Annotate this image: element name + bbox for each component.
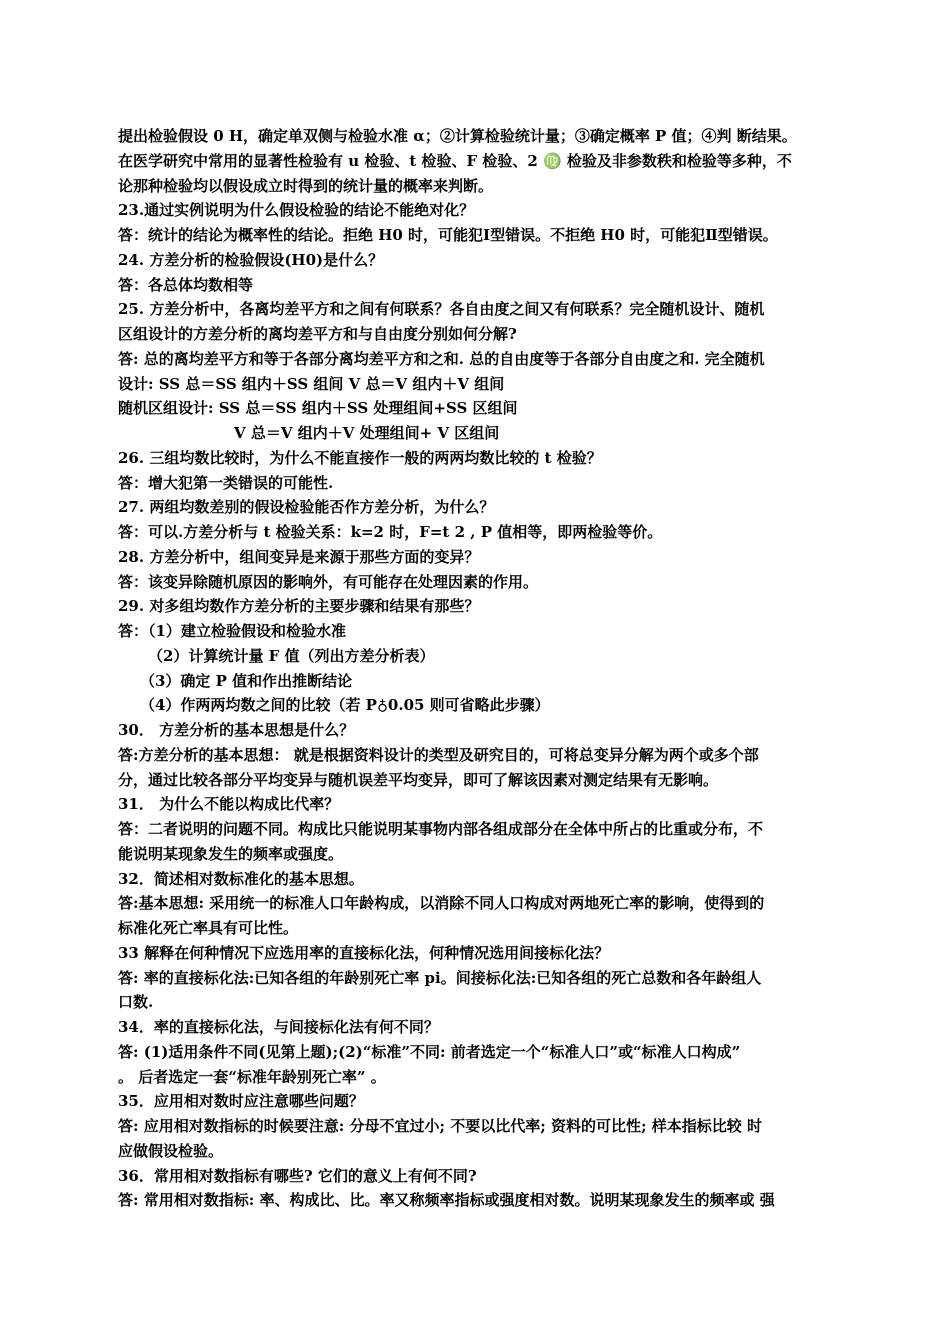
question-23: 23.通过实例说明为什么假设检验的结论不能绝对化？ <box>118 201 475 220</box>
document-body <box>118 124 834 1213</box>
answer-30: 答:方差分析的基本思想： 就是根据资料设计的类型及研究目的，可将总变异分解为两个或多个部 <box>118 745 759 764</box>
text-line: 提出检验假设 0 H，确定单双侧与检验水准 α；②计算检验统计量；③确定概率 P 值；④判 断结果。 <box>118 127 797 145</box>
answer-27: 答：可以.方差分析与 t 检验关系：k=2 时，F=t 2 , P 值相等，即两检验等价。 <box>118 523 663 541</box>
answer-28: 答：该变异除随机原因的影响外，有可能存在处理因素的作用。 <box>118 572 539 591</box>
answer-36: 答: 常用相对数指标: 率、构成比、比。率又称频率指标或强度相对数。说明某现象发生的频率或 强 <box>118 1191 775 1210</box>
answer-29-step-2: （2）计算统计量 F 值（列出方差分析表） <box>148 646 435 665</box>
question-25: 25. 方差分析中，各离均差平方和之间有何联系？各自由度之间又有何联系？完全随机设计、随机 <box>118 300 765 319</box>
answer-24: 答：各总体均数相等 <box>118 275 254 294</box>
answer-34: 答: (1)适用条件不同(见第上题);(2)“标准”不同: 前者选定一个“标准人口”或“标准人口构成” <box>118 1042 741 1061</box>
answer-33: 答: 率的直接标化法:已知各组的年龄别死亡率 pi。间接标化法:已知各组的死亡总数和各年龄组人 <box>118 968 762 987</box>
question-28: 28. 方差分析中，组间变异是来源于那些方面的变异？ <box>118 547 480 566</box>
answer-34-cont: 。 后者选定一套“标准年龄别死亡率” 。 <box>118 1067 386 1086</box>
answer-25: 答: 总的离均差平方和等于各部分离均差平方和之和. 总的自由度等于各部分自由度之和. 完全随机 <box>118 349 765 368</box>
question-29: 29. 对多组均数作方差分析的主要步骤和结果有那些？ <box>118 597 480 616</box>
answer-31-cont: 能说明某现象发生的频率或强度。 <box>118 844 344 863</box>
answer-29-step-4: （4）作两两均数之间的比较（若 P♁0.05 则可省略此步骤） <box>140 696 550 715</box>
question-27: 27. 两组均数差别的假设检验能否作方差分析，为什么？ <box>118 498 495 517</box>
answer-32-cont: 标准化死亡率具有可比性。 <box>118 919 299 937</box>
answer-31: 答：二者说明的问题不同。构成比只能说明某事物内部各组成部分在全体中所占的比重或分布，不 <box>118 820 764 838</box>
question-32: 32．简述相对数标准化的基本思想。 <box>118 869 364 888</box>
answer-33-cont: 口数. <box>118 993 154 1012</box>
question-35: 35．应用相对数时应注意哪些问题？ <box>118 1092 364 1111</box>
answer-25-cont: 随机区组设计: SS 总＝SS 组内＋SS 处理组间+SS 区组间 <box>118 399 518 418</box>
answer-29-step-1: 答：（1）建立检验假设和检验水准 <box>118 622 346 640</box>
question-30: 30． 方差分析的基本思想是什么？ <box>118 721 355 739</box>
answer-25-cont: V 总＝V 组内＋V 处理组间+ V 区组间 <box>234 424 500 442</box>
question-24: 24. 方差分析的检验假设(H0)是什么？ <box>118 250 384 269</box>
answer-35: 答: 应用相对数指标的时候要注意: 分母不宜过小; 不要以比代率; 资料的可比性; 样本指标比较 时 <box>118 1117 763 1135</box>
answer-23: 答：统计的结论为概率性的结论。拒绝 H0 时，可能犯Ⅰ型错误。不拒绝 H0 时，可能犯Ⅱ型错误。 <box>118 226 778 244</box>
answer-29-step-3: （3）确定 P 值和作出推断结论 <box>140 671 353 690</box>
question-26: 26. 三组均数比较时，为什么不能直接作一般的两两均数比较的 t 检验？ <box>118 448 602 467</box>
answer-35-cont: 应做假设检验。 <box>118 1141 224 1160</box>
text-line: 在医学研究中常用的显著性检验有 u 检验、t 检验、F 检验、2 ♍ 检验及非参数秩和检验等多种，不 <box>118 151 792 170</box>
text-line: 论那种检验均以假设成立时得到的统计量的概率来判断。 <box>118 176 494 195</box>
question-33: 33 解释在何种情况下应选用率的直接标化法，何种情况选用间接标化法？ <box>118 943 610 962</box>
question-34: 34．率的直接标化法，与间接标化法有何不同？ <box>118 1018 439 1036</box>
answer-26: 答：增大犯第一类错误的可能性. <box>118 473 334 492</box>
question-36: 36．常用相对数指标有哪些? 它们的意义上有何不同? <box>118 1166 477 1185</box>
answer-30-cont: 分，通过比较各部分平均变异与随机误差平均变异，即可了解该因素对测定结果有无影响。 <box>118 770 719 789</box>
question-25-cont: 区组设计的方差分析的离均差平方和与自由度分别如何分解? <box>118 325 517 343</box>
answer-25-cont: 设计: SS 总＝SS 组内＋SS 组间 V 总＝V 组内＋V 组间 <box>118 374 505 393</box>
answer-32: 答:基本思想: 采用统一的标准人口年龄构成，以消除不同人口构成对两地死亡率的影响，使得到的 <box>118 894 765 913</box>
question-31: 31． 为什么不能以构成比代率？ <box>118 795 340 814</box>
